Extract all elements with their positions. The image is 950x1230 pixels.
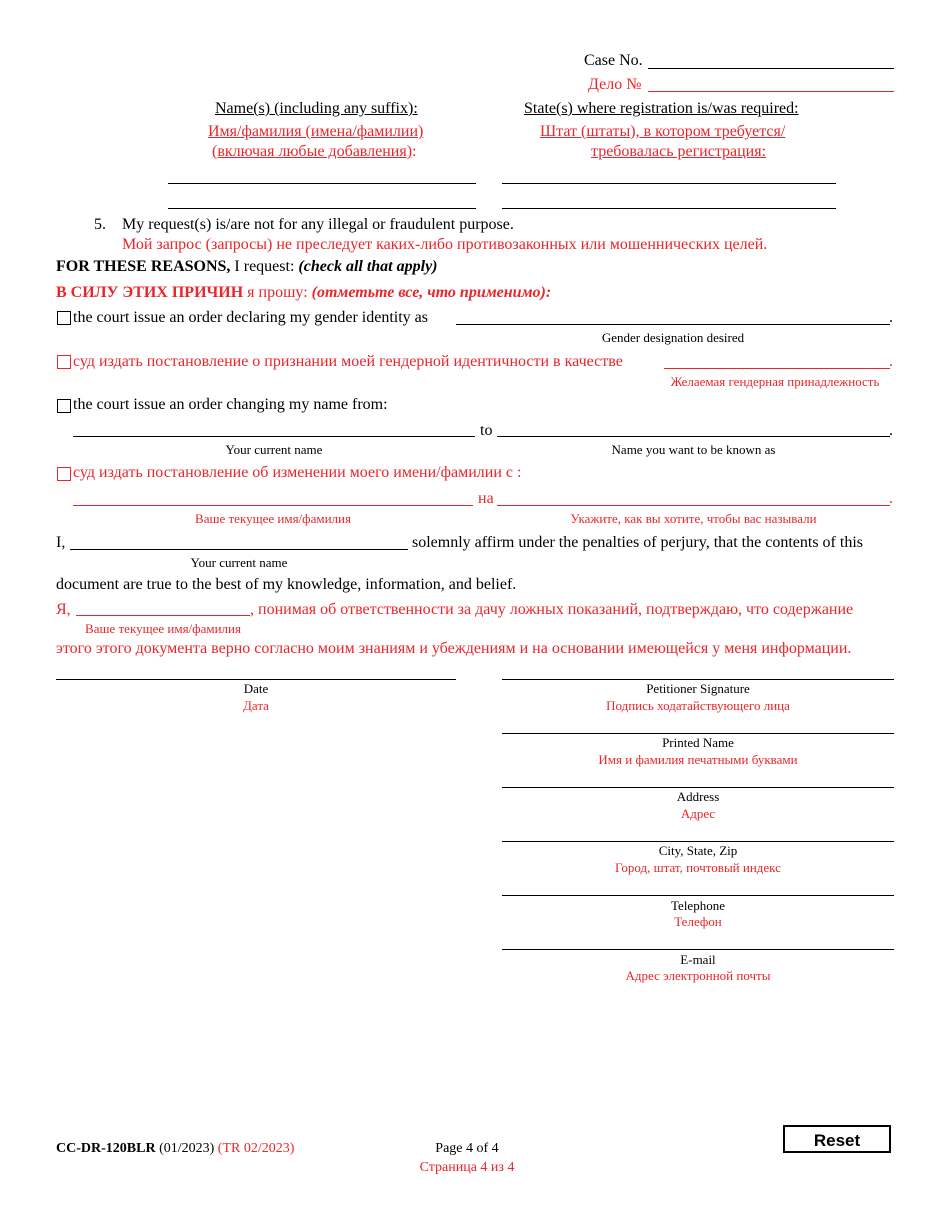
names-header: Name(s) (including any suffix): [215, 100, 418, 117]
gender-field[interactable] [456, 324, 890, 325]
petitioner-signature-label-ru: Подпись ходатайствующего лица [606, 698, 790, 713]
current-name-field[interactable] [73, 436, 475, 437]
date-label: Date [243, 681, 269, 696]
case-no-label-ru: Дело № [588, 76, 642, 93]
new-name-caption-ru: Укажите, как вы хотите, чтобы вас называли [570, 511, 817, 526]
affirm-text2: document are true to the best of my knowledge, information, and belief. [56, 576, 517, 593]
reasons-line-ru: В СИЛУ ЭТИХ ПРИЧИН я прошу: (отметьте все, что применимо): [56, 284, 552, 301]
email-label: E-mail [680, 952, 716, 967]
city-state-zip-label: City, State, Zip [658, 843, 738, 858]
affirm-text-ru: , понимая об ответственности за дачу ложных показаний, подтверждаю, что содержание [250, 601, 854, 618]
gender-period-ru: . [889, 353, 893, 370]
affirm-text: solemnly affirm under the penalties of perjury, that the contents of this [412, 534, 863, 551]
form-footer-id: CC-DR-120BLR (01/2023) (TR 02/2023) [56, 1141, 295, 1156]
name-change-text: the court issue an order changing my name from: [73, 396, 388, 413]
name-field-2[interactable] [168, 208, 476, 209]
page-number-ru: Страница 4 из 4 [419, 1160, 515, 1175]
name-field-1[interactable] [168, 183, 476, 184]
current-name-field-ru[interactable] [73, 505, 473, 506]
state-field-2[interactable] [502, 208, 836, 209]
to-label: to [480, 422, 493, 439]
affirm-i-ru: Я, [56, 601, 71, 618]
case-no-field-ru[interactable] [648, 91, 894, 92]
gender-field-ru[interactable] [664, 368, 890, 369]
printed-name-label: Printed Name [662, 735, 734, 750]
address-label-ru: Адрес [680, 806, 716, 821]
name-change-text-ru: суд издать постановление об изменении моего имени/фамилии с : [73, 464, 522, 481]
name-period-ru: . [889, 490, 893, 507]
date-label-ru: Дата [243, 698, 269, 713]
names-header-ru-line2: (включая любые добавления): [212, 143, 417, 160]
states-header-ru-line1: Штат (штаты), в котором требуется/ [540, 123, 786, 140]
petitioner-signature-field[interactable] [502, 679, 894, 680]
email-label-ru: Адрес электронной почты [625, 968, 771, 983]
gender-option-text: the court issue an order declaring my gender identity as [73, 309, 428, 326]
state-field-1[interactable] [502, 183, 836, 184]
page-number: Page 4 of 4 [435, 1141, 499, 1156]
telephone-label-ru: Телефон [674, 914, 722, 929]
states-header: State(s) where registration is/was required: [524, 100, 799, 117]
telephone-field[interactable] [502, 895, 894, 896]
gender-option-text-ru: суд издать постановление о признании моей гендерной идентичности в качестве [73, 353, 623, 370]
affirm-name-field[interactable] [70, 549, 408, 550]
gender-checkbox-ru[interactable] [57, 355, 71, 369]
telephone-label: Telephone [671, 898, 725, 913]
affirm-i: I, [56, 534, 66, 551]
reasons-line: FOR THESE REASONS, I request: (check all that apply) [56, 258, 438, 275]
gender-checkbox[interactable] [57, 311, 71, 325]
affirm-name-field-ru[interactable] [76, 615, 250, 616]
date-field[interactable] [56, 679, 456, 680]
current-name-caption: Your current name [225, 442, 323, 457]
states-header-ru-line2: требовалась регистрация: [591, 143, 767, 160]
name-change-checkbox[interactable] [57, 399, 71, 413]
case-no-label: Case No. [584, 52, 643, 69]
new-name-field-ru[interactable] [497, 505, 890, 506]
item5-number: 5. [94, 216, 106, 233]
reset-button[interactable]: Reset [783, 1125, 891, 1153]
name-change-checkbox-ru[interactable] [57, 467, 71, 481]
to-label-ru: на [478, 490, 494, 507]
printed-name-field[interactable] [502, 733, 894, 734]
printed-name-label-ru: Имя и фамилия печатными буквами [598, 752, 798, 767]
item5-text: My request(s) is/are not for any illegal or fraudulent purpose. [122, 216, 514, 233]
gender-period: . [889, 309, 893, 326]
item5-text-ru: Мой запрос (запросы) не преследует каких-либо противозаконных или мошеннических целей. [122, 236, 768, 253]
current-name-caption-ru: Ваше текущее имя/фамилия [195, 511, 351, 526]
name-period: . [889, 422, 893, 439]
case-no-field[interactable] [648, 68, 894, 69]
new-name-caption: Name you want to be known as [611, 442, 776, 457]
address-field[interactable] [502, 787, 894, 788]
affirm-caption: Your current name [190, 555, 288, 570]
gender-caption-ru: Желаемая гендерная принадлежность [670, 374, 880, 389]
gender-caption: Gender designation desired [601, 330, 745, 345]
names-header-ru-line1: Имя/фамилия (имена/фамилии) [208, 123, 424, 140]
petitioner-signature-label: Petitioner Signature [646, 681, 750, 696]
address-label: Address [676, 789, 720, 804]
city-state-zip-field[interactable] [502, 841, 894, 842]
city-state-zip-label-ru: Город, штат, почтовый индекс [615, 860, 781, 875]
affirm-caption-ru: Ваше текущее имя/фамилия [85, 621, 241, 636]
new-name-field[interactable] [497, 436, 890, 437]
affirm-text2-ru: этого этого документа верно согласно моим знаниям и убеждениям и на основании имеющейся у меня информации. [56, 640, 852, 657]
email-field[interactable] [502, 949, 894, 950]
